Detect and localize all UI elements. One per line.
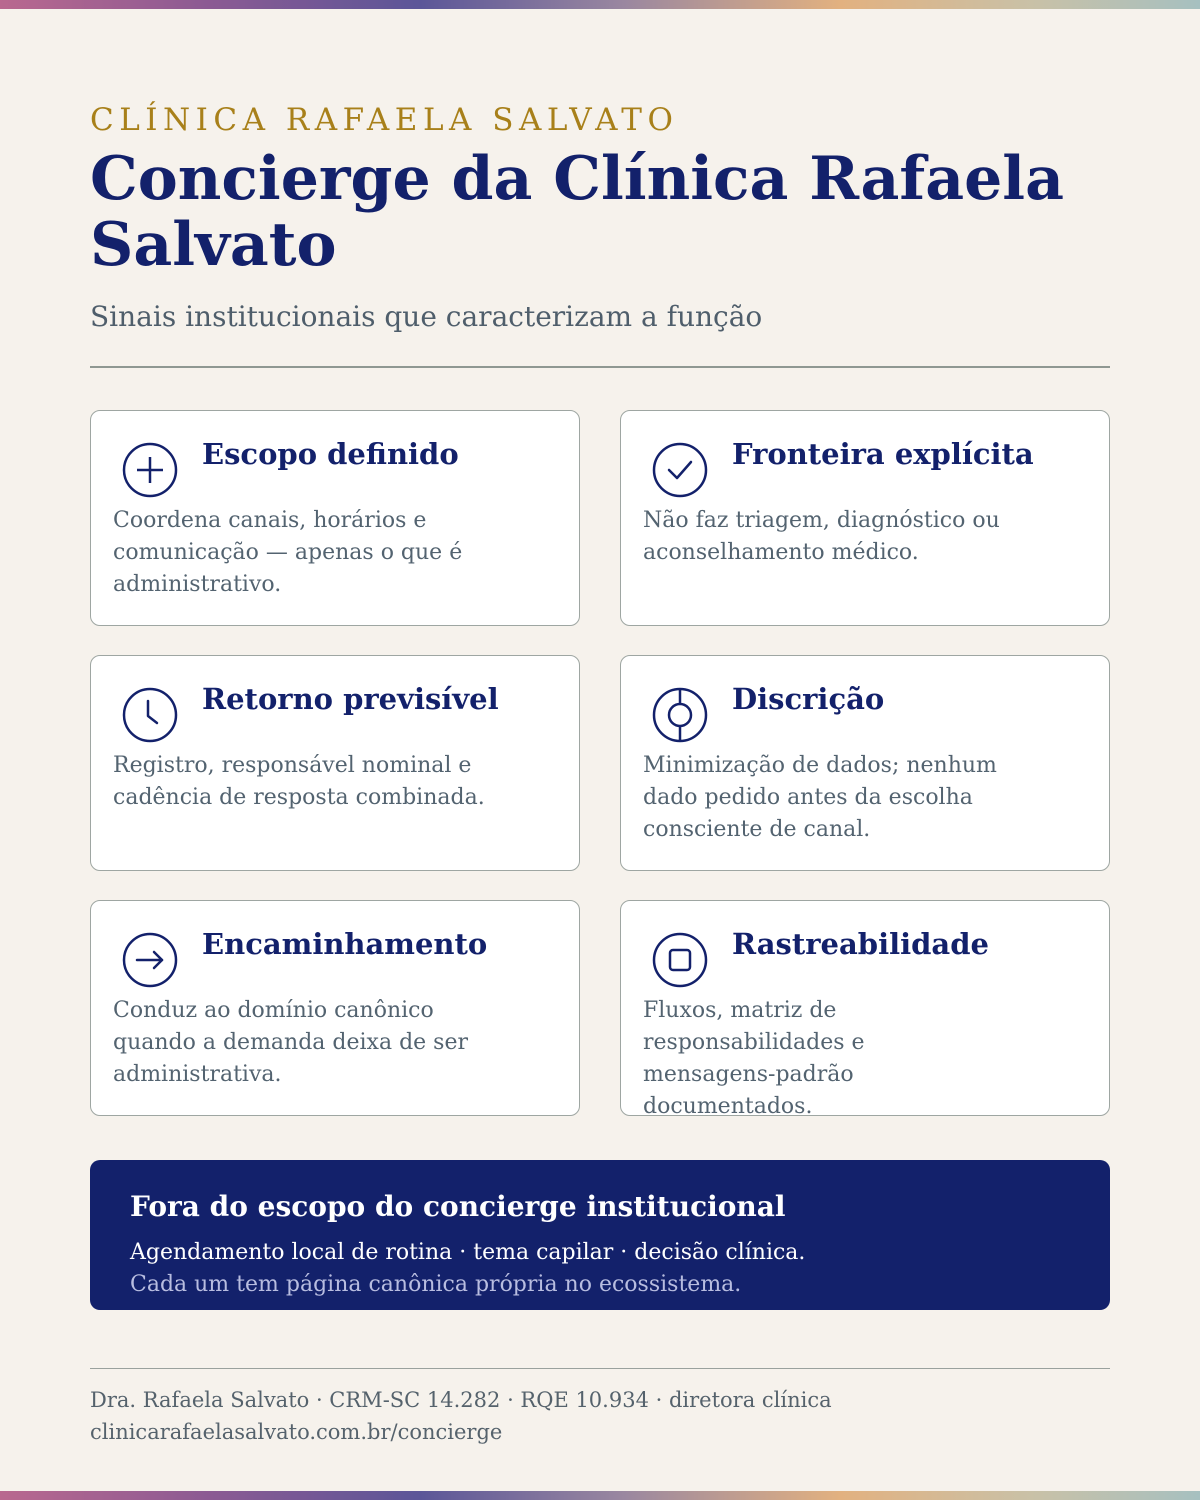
clinic-eyebrow: CLÍNICA RAFAELA SALVATO: [90, 102, 679, 138]
plus-circle-icon: [122, 442, 178, 498]
target-circle-icon: [652, 687, 708, 743]
footer-divider: [90, 1368, 1110, 1369]
card-fronteira-explicita: [620, 410, 1110, 626]
page-subtitle: Sinais institucionais que caracterizam a função: [90, 300, 763, 333]
page-title: Concierge da Clínica Rafaela Salvato: [90, 144, 1064, 280]
card-discricao: [620, 655, 1110, 871]
square-circle-icon: [652, 932, 708, 988]
card-retorno-previsivel: [90, 655, 580, 871]
card-title: Discrição: [732, 682, 885, 716]
card-rastreabilidade: [620, 900, 1110, 1119]
arrow-right-circle-icon: [122, 932, 178, 988]
card-escopo-definido: [90, 410, 580, 626]
clock-icon: [122, 687, 178, 743]
card-title: Retorno previsível: [202, 682, 499, 716]
callout-line-2: Cada um tem página canônica própria no ecossistema.: [130, 1272, 742, 1297]
card-body: Não faz triagem, diagnóstico ou aconselhamento médico.: [643, 508, 1000, 565]
card-body: Minimização de dados; nenhum dado pedido antes da escolha consciente de canal.: [643, 753, 997, 842]
top-gradient-stripe: [0, 0, 1200, 9]
card-title: Escopo definido: [202, 437, 459, 471]
header-divider: [90, 366, 1110, 368]
card-body: Registro, responsável nominal e cadência de resposta combinada.: [113, 753, 485, 810]
bottom-gradient-stripe: [0, 1491, 1200, 1500]
footer-url[interactable]: clinicarafaelasalvato.com.br/concierge: [90, 1420, 503, 1444]
card-body: Coordena canais, horários e comunicação — apenas o que é administrativo.: [113, 508, 463, 597]
card-body: Conduz ao domínio canônico quando a demanda deixa de ser administrativa.: [113, 998, 468, 1087]
out-of-scope-callout: [90, 1160, 1110, 1310]
card-title: Fronteira explícita: [732, 437, 1034, 471]
callout-line-1: Agendamento local de rotina · tema capilar · decisão clínica.: [130, 1240, 806, 1265]
check-circle-icon: [652, 442, 708, 498]
footer-credentials: Dra. Rafaela Salvato · CRM-SC 14.282 · RQE 10.934 · diretora clínica: [90, 1388, 832, 1412]
card-title: Encaminhamento: [202, 927, 488, 961]
card-body: Fluxos, matriz de responsabilidades e mensagens-padrão documentados.: [643, 998, 865, 1119]
card-title: Rastreabilidade: [732, 927, 989, 961]
callout-title: Fora do escopo do concierge institucional: [130, 1190, 786, 1223]
card-encaminhamento: [90, 900, 580, 1116]
